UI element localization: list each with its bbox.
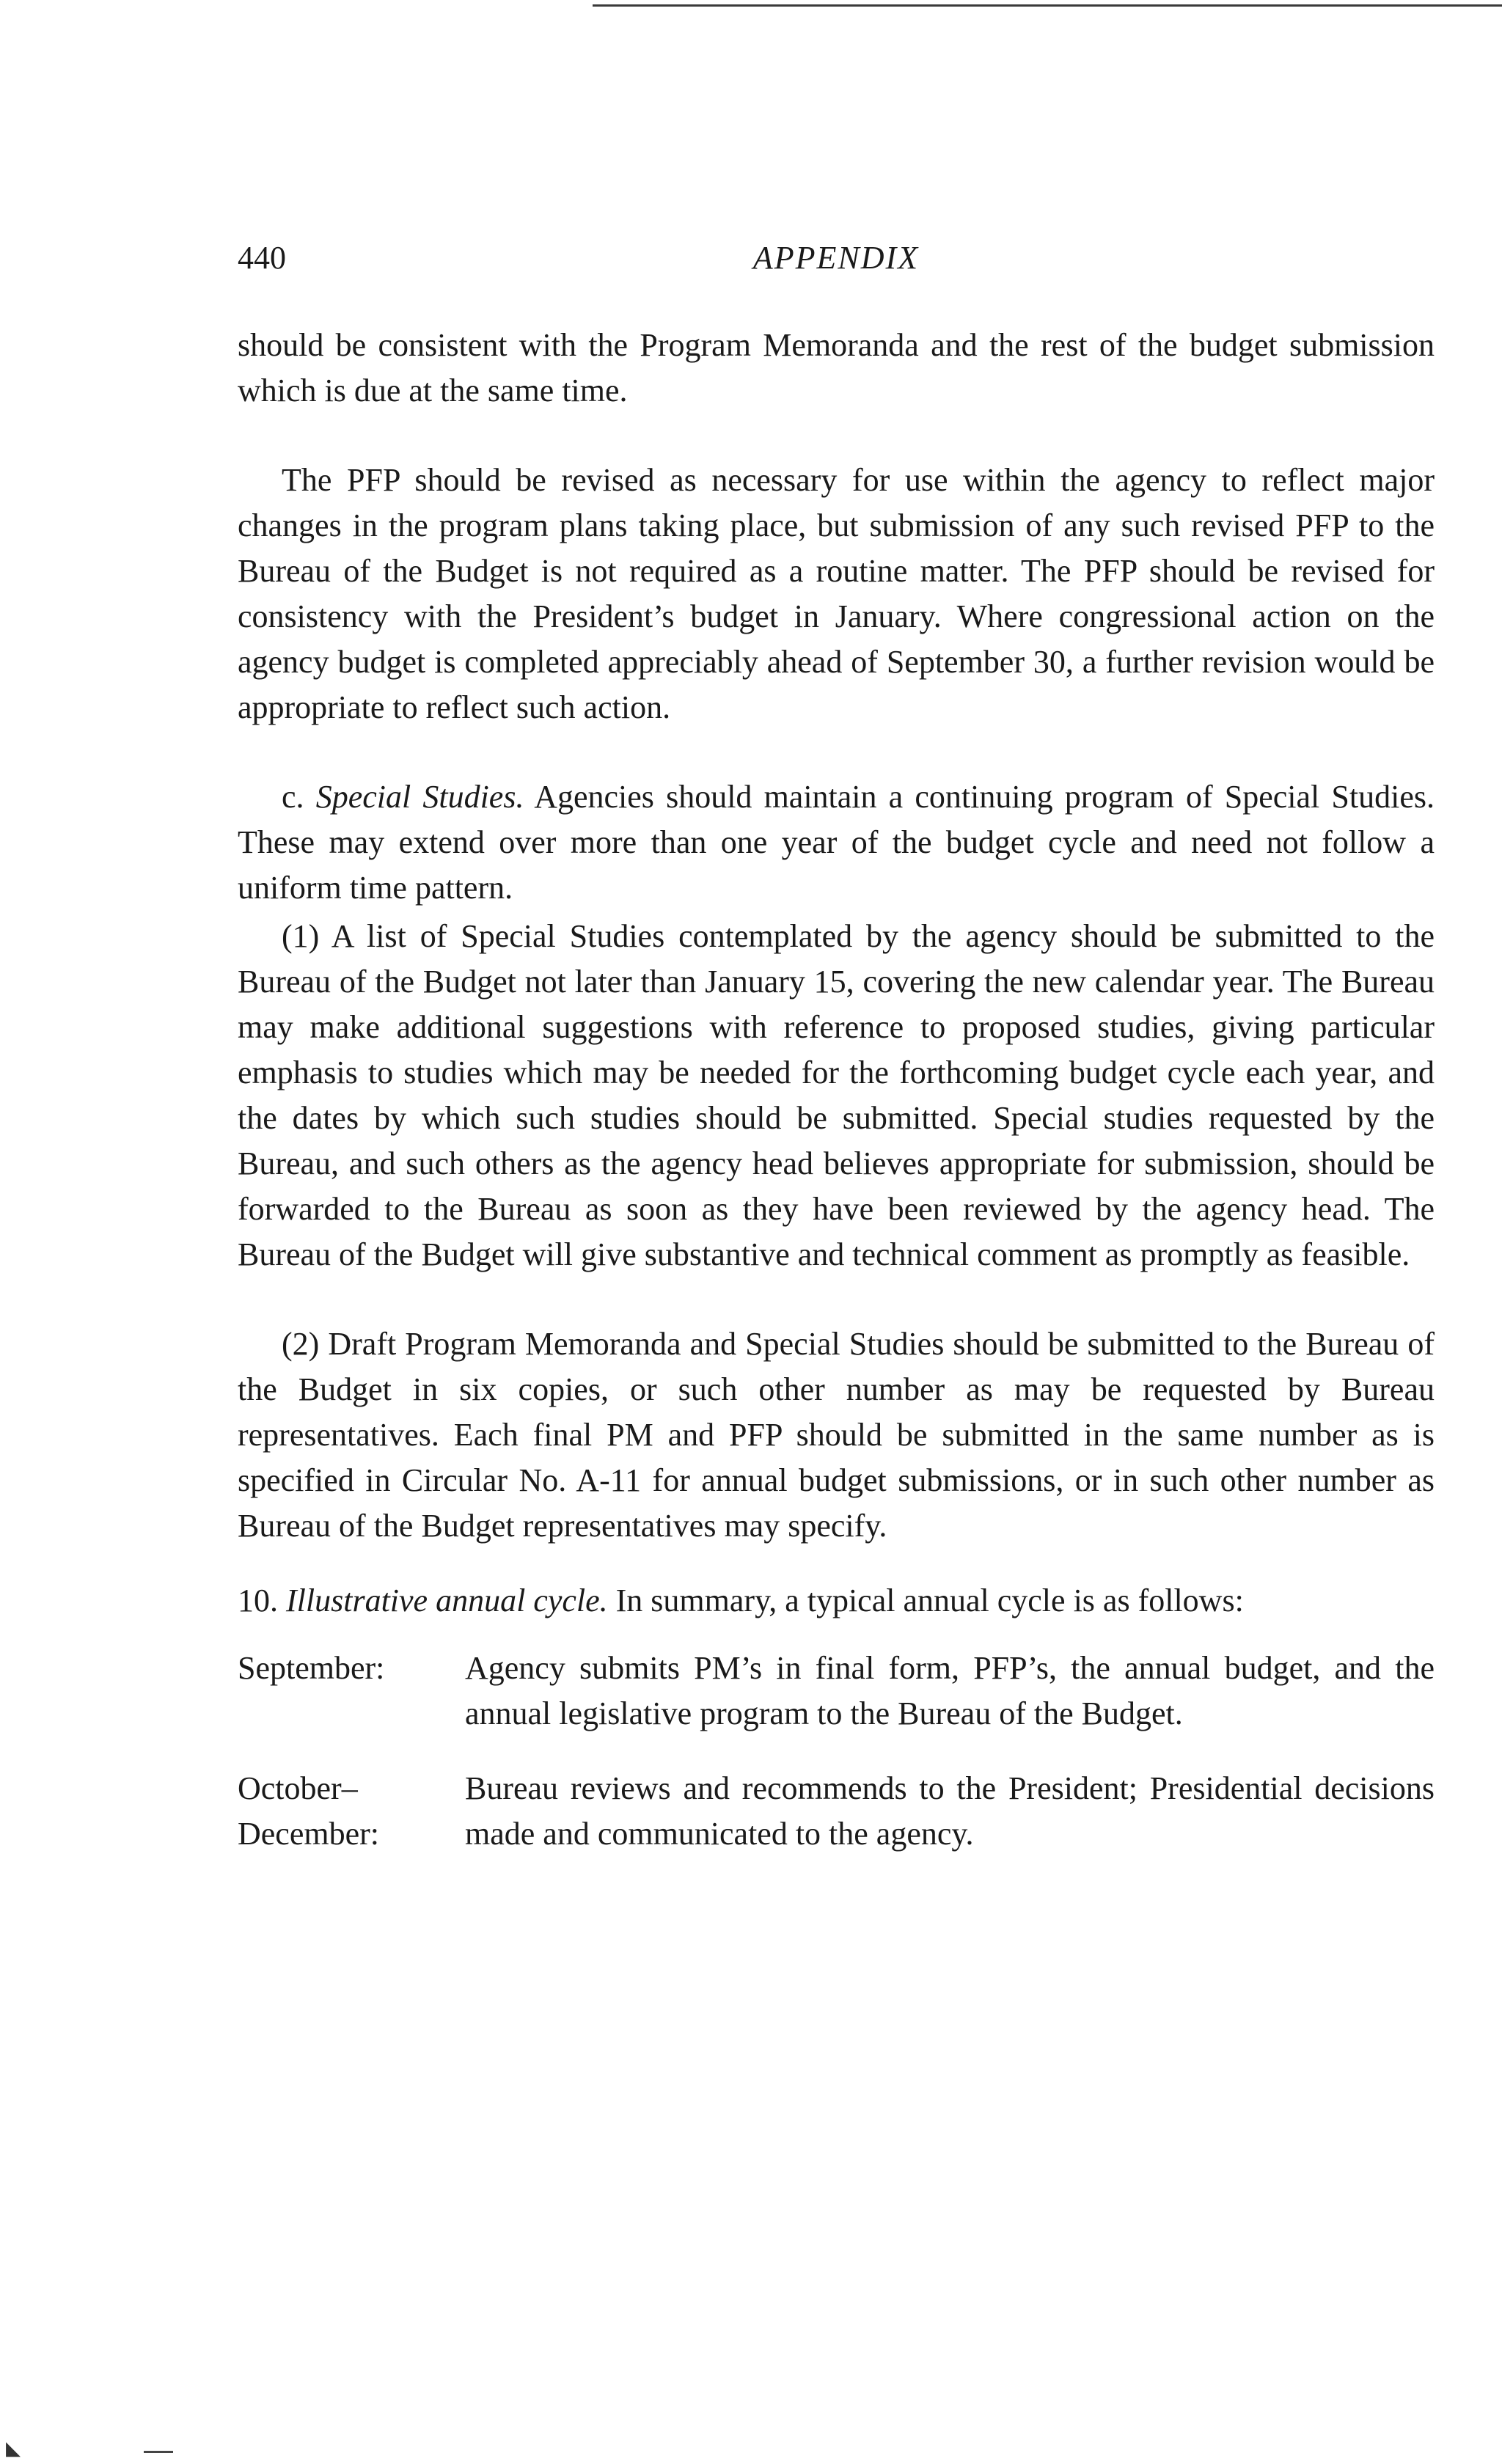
cycle-term: September: [238, 1650, 385, 1686]
section-label: c. [282, 779, 316, 815]
top-rule [593, 4, 1502, 7]
page-header [238, 239, 1435, 283]
page-number: 440 [238, 240, 286, 276]
running-head: APPENDIX [752, 240, 920, 276]
corner-mark-icon: ◣ [6, 2438, 21, 2459]
paragraph-annual-cycle [238, 1578, 1435, 1624]
section-text: In summary, a typical annual cycle is as follows: [607, 1583, 1244, 1618]
cycle-description: Agency submits PM’s in final form, PFP’s, the annual budget, and the annual legislative program to the Bureau of the Budget. [465, 1650, 1435, 1731]
cycle-description: Bureau reviews and recommends to the President; Presidential decisions made and communicated to the agency. [465, 1770, 1435, 1852]
cycle-row [238, 1766, 1435, 1857]
cycle-term: October–December: [238, 1770, 379, 1852]
scan-dash-mark [144, 2451, 173, 2453]
cycle-row [238, 1646, 1435, 1737]
annual-cycle-table [238, 1646, 1435, 1857]
section-heading: Special Studies. [315, 779, 524, 815]
section-heading: Illustrative annual cycle. [286, 1583, 608, 1618]
paragraph-continuation: should be consistent with the Program Memoranda and the rest of the budget submission which is due at the same time. [238, 327, 1435, 408]
section-text: Agencies should maintain a continuing program of Special Studies. These may extend over more than one year of the budget cycle and need not follow a uniform time pattern. [238, 779, 1435, 906]
body-text [238, 323, 1435, 1886]
paragraph-special-studies [238, 774, 1435, 911]
paragraph-pfp-revision: The PFP should be revised as necessary for use within the agency to reflect major changes in the program plans taking place, but submission of any such revised PFP to the Bureau of the Budget is not required as a routine matter. The PFP should be revised for consistency with the President’s budget in January. Where congressional action on the agency budget is completed appreciably ahead of September 30, a further revision would be appropriate to reflect such action. [238, 462, 1435, 725]
paragraph-studies-list: (1) A list of Special Studies contemplated by the agency should be submitted to the Bureau of the Budget not later than January 15, covering the new calendar year. The Bureau may make additional suggestions with reference to proposed studies, giving particular emphasis to studies which may be needed for the forthcoming budget cycle each year, and the dates by which such studies should be submitted. Special studies requested by the Bureau, and such others as the agency head believes appropriate for submission, should be forwarded to the Bureau as soon as they have been reviewed by the agency head. The Bureau of the Budget will give substantive and technical comment as promptly as feasible. [238, 918, 1435, 1272]
paragraph-draft-copies: (2) Draft Program Memoranda and Special Studies should be submitted to the Bureau of the Budget in six copies, or such other number as may be requested by Bureau representatives. Each final PM and PFP should be submitted in the same number as is specified in Circular No. A-11 for annual budget submissions, or in such other number as Bureau of the Budget representatives may specify. [238, 1326, 1435, 1544]
section-label: 10. [238, 1583, 286, 1618]
